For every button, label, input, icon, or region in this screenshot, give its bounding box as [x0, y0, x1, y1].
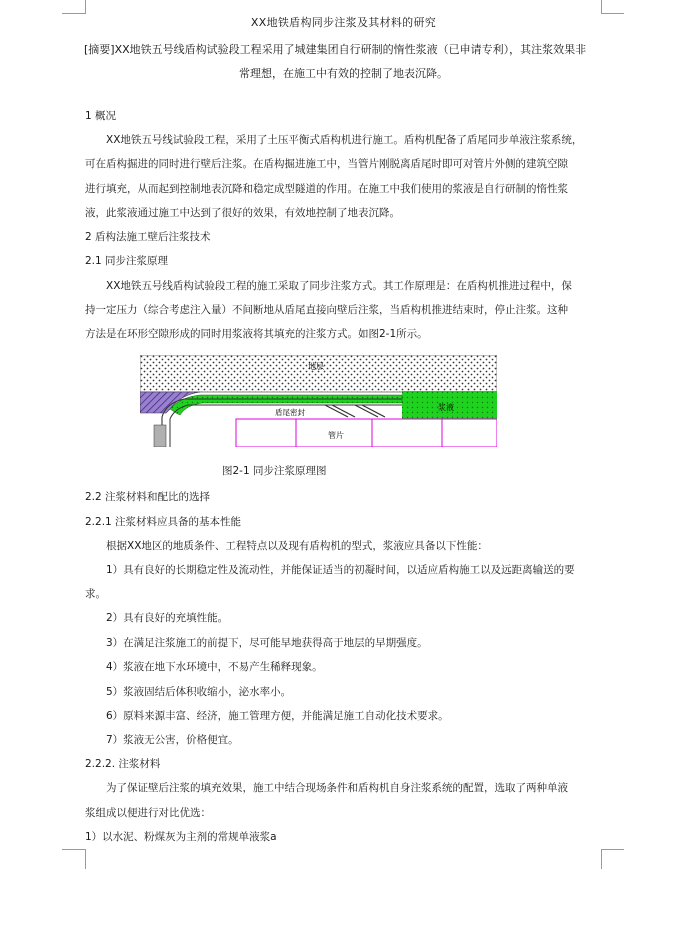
section-2-2-heading: 2.2 注浆材料和配比的选择 [85, 491, 211, 503]
requirement-5: 5）浆液固结后体积收缩小，泌水率小。 [106, 686, 292, 698]
synchronous-grouting-diagram [140, 355, 497, 447]
section-1-heading: 1 概况 [85, 110, 117, 122]
requirement-6: 6）原料来源丰富、经济，施工管理方便，并能满足施工自动化技术要求。 [106, 710, 449, 722]
section-2-2-2-heading: 2.2.2. 注浆材料 [85, 758, 161, 770]
segment-3 [372, 419, 442, 447]
section-1-paragraph-line-3: 进行填充，从而起到控制地表沉降和稳定成型隧道的作用。在施工中我们使用的浆液是自行研制的惰性浆 [85, 183, 568, 195]
crop-mark-bottom-right-v [601, 849, 602, 869]
figure-caption: 图2-1 同步注浆原理图 [222, 465, 327, 477]
shield-tail-curve [162, 399, 402, 447]
requirement-3: 3）在满足注浆施工的前提下，尽可能早地获得高于地层的早期强度。 [106, 637, 428, 649]
section-2-1-paragraph-line-2: 持一定压力（综合考虑注入量）不间断地从盾尾直接向壁后注浆，当盾构机推进结束时，停止注浆。这种 [85, 304, 568, 316]
crop-mark-bottom-right-h [601, 849, 624, 850]
shield-stub [154, 425, 166, 447]
label-segment: 管片 [328, 431, 344, 440]
section-1-paragraph-line-4: 液，此浆液通过施工中达到了很好的效果，有效地控制了地表沉降。 [85, 207, 400, 219]
crop-mark-bottom-left-h [62, 849, 85, 850]
requirement-1-line-1: 1）具有良好的长期稳定性及流动性，并能保证适当的初凝时间，以适应盾构施工以及远距离输送的要 [106, 564, 575, 576]
segment-1 [236, 419, 296, 447]
crop-mark-bottom-left-v [85, 849, 86, 869]
abstract-line-2: 常理想，在施工中有效的控制了地表沉降。 [239, 67, 448, 80]
crop-mark-top-left-v [85, 0, 86, 14]
section-2-2-2-paragraph-line-1: 为了保证壁后注浆的填充效果，施工中结合现场条件和盾构机自身注浆系统的配置，选取了两种单液 [106, 782, 568, 794]
crop-mark-top-right-v [601, 0, 602, 14]
label-tail-seal: 盾尾密封 [275, 408, 305, 417]
label-grout: 浆液 [438, 403, 454, 412]
requirement-2: 2）具有良好的充填性能。 [106, 612, 229, 624]
document-title: XX地铁盾构同步注浆及其材料的研究 [250, 16, 437, 29]
segment-4 [442, 419, 497, 447]
grout-option-1: 1）以水泥、粉煤灰为主剂的常规单液浆a [85, 831, 277, 843]
section-2-1-heading: 2.1 同步注浆原理 [85, 255, 169, 267]
section-2-1-paragraph-line-1: XX地铁五号线盾构试验段工程的施工采取了同步注浆方式。其工作原理是：在盾构机推进过程中，保 [106, 280, 572, 292]
section-2-2-2-paragraph-line-2: 浆组成以便进行对比优选： [85, 807, 211, 819]
section-2-heading: 2 盾构法施工壁后注浆技术 [85, 231, 211, 243]
section-2-1-paragraph-line-3: 方法是在环形空隙形成的同时用浆液将其填充的注浆方式。如图2-1所示。 [85, 328, 428, 340]
section-1-paragraph-line-1: XX地铁五号线试验段工程，采用了土压平衡式盾构机进行施工。盾构机配备了盾尾同步单液注浆系统， [106, 134, 583, 146]
section-2-2-1-heading: 2.2.1 注浆材料应具备的基本性能 [85, 516, 242, 528]
label-soil: 地层 [308, 362, 324, 371]
requirement-4: 4）浆液在地下水环境中，不易产生稀释现象。 [106, 661, 323, 673]
requirement-7: 7）浆液无公害，价格便宜。 [106, 734, 239, 746]
requirement-1-line-2: 求。 [85, 588, 106, 600]
soil-layer [140, 355, 497, 392]
abstract-line-1: [摘要]XX地铁五号线盾构试验段工程采用了城建集团自行研制的惰性浆液（已申请专利），其注浆效果非 [84, 43, 587, 56]
section-2-2-1-intro: 根据XX地区的地质条件、工程特点以及现有盾构机的型式，浆液应具备以下性能： [106, 540, 488, 552]
section-1-paragraph-line-2: 可在盾构掘进的同时进行壁后注浆。在盾构掘进施工中，当管片刚脱离盾尾时即可对管片外侧的建筑空隙 [85, 158, 568, 170]
